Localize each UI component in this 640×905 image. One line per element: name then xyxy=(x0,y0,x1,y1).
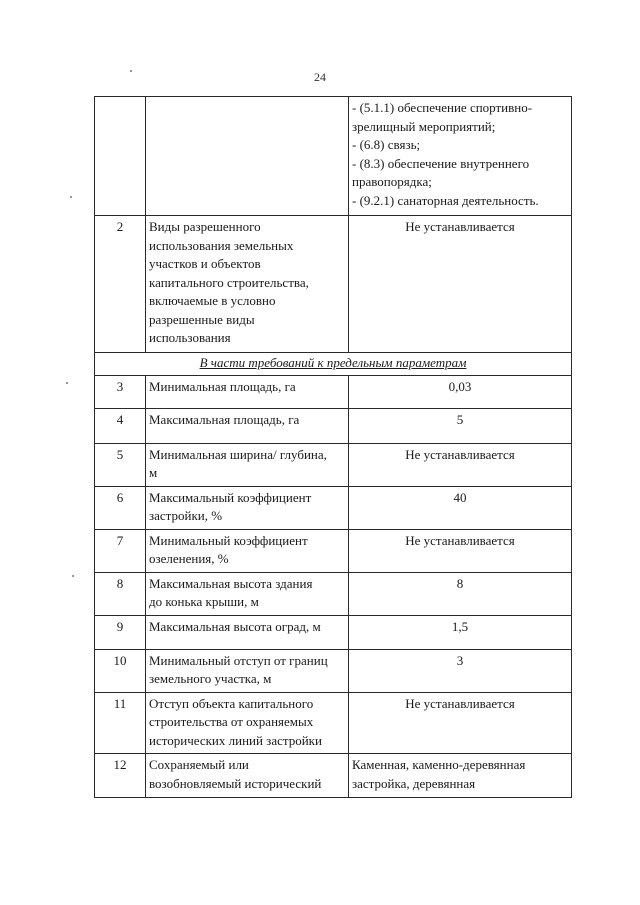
name-line: включаемые в условно xyxy=(149,293,276,308)
scan-speck xyxy=(66,382,68,384)
parameter-name xyxy=(146,692,349,754)
row-number: 7 xyxy=(95,529,146,572)
parameter-name xyxy=(146,216,349,353)
parameter-rows xyxy=(95,375,572,754)
name-line: Сохраняемый или xyxy=(149,757,249,772)
value-line: застройка, деревянная xyxy=(352,775,476,791)
name-line: разрешенные виды xyxy=(149,311,255,327)
table-row xyxy=(95,572,572,615)
use-item: - (5.1.1) обеспечение спортивно- xyxy=(352,100,533,115)
table-row xyxy=(95,443,572,486)
row-number: 6 xyxy=(95,486,146,529)
row-number: 3 xyxy=(95,375,146,408)
page-number: 24 xyxy=(314,70,326,84)
parameter-value: Не устанавливается xyxy=(349,216,572,353)
name-line: Отступ объекта капитального xyxy=(149,695,314,711)
name-line: Минимальный коэффициент xyxy=(149,532,308,548)
section-row xyxy=(95,353,572,376)
section-title: В части требований к предельным параметрам xyxy=(95,353,572,376)
parameter-name xyxy=(146,649,349,692)
row-number-cell xyxy=(95,97,146,216)
parameter-name xyxy=(146,572,349,615)
table-row xyxy=(95,486,572,529)
row-number: 9 xyxy=(95,615,146,649)
row-number: 11 xyxy=(95,692,146,754)
name-line: застройки, % xyxy=(149,508,223,523)
name-line: земельного участка, м xyxy=(149,671,272,686)
parameter-value: Не устанавливается xyxy=(349,692,572,754)
parameter-value: Не устанавливается xyxy=(349,443,572,486)
table-row xyxy=(95,649,572,692)
table-row xyxy=(95,97,572,216)
row-number: 4 xyxy=(95,408,146,443)
name-line: Минимальная ширина/ глубина, xyxy=(149,446,327,462)
parameter-name xyxy=(146,754,349,798)
regulations-table xyxy=(94,96,572,798)
parameter-name-cell xyxy=(146,97,349,216)
parameter-name xyxy=(146,408,349,443)
parameter-name xyxy=(146,375,349,408)
scan-speck xyxy=(130,70,132,72)
name-line: исторических линий застройки xyxy=(149,732,322,748)
name-line: участков и объектов xyxy=(149,256,261,271)
use-item: зрелищный мероприятий; xyxy=(352,118,496,134)
parameter-value: Не устанавливается xyxy=(349,529,572,572)
name-line: Максимальный коэффициент xyxy=(149,489,312,505)
row-number: 5 xyxy=(95,443,146,486)
name-line: строительства от охраняемых xyxy=(149,714,314,729)
name-line: Максимальная высота здания xyxy=(149,575,313,591)
table-row xyxy=(95,375,572,408)
name-line: озеленения, % xyxy=(149,551,229,566)
name-line: Минимальный отступ от границ xyxy=(149,652,328,668)
scan-speck xyxy=(72,575,74,577)
parameter-value: 0,03 xyxy=(349,375,572,408)
table-row xyxy=(95,529,572,572)
parameter-value: 5 xyxy=(349,408,572,443)
parameter-name xyxy=(146,486,349,529)
row-number: 2 xyxy=(95,216,146,353)
name-line: Минимальная площадь, га xyxy=(149,378,296,394)
name-line: Максимальная площадь, га xyxy=(149,411,300,427)
name-line: до конька крыши, м xyxy=(149,594,259,609)
use-item: - (9.2.1) санаторная деятельность. xyxy=(352,192,539,208)
table-row xyxy=(95,692,572,754)
name-line: м xyxy=(149,465,158,480)
name-line: возобновляемый исторический xyxy=(149,775,322,791)
name-line: использования xyxy=(149,330,231,345)
name-line: Виды разрешенного xyxy=(149,219,261,234)
name-line: использования земельных xyxy=(149,237,294,253)
parameter-name xyxy=(146,443,349,486)
table-row xyxy=(95,216,572,353)
value-cell xyxy=(349,97,572,216)
parameter-name xyxy=(146,529,349,572)
table-row xyxy=(95,754,572,798)
value-line: Каменная, каменно-деревянная xyxy=(352,757,526,772)
row-number: 8 xyxy=(95,572,146,615)
table-row xyxy=(95,408,572,443)
use-item: - (8.3) обеспечение внутреннего xyxy=(352,155,530,171)
parameter-value xyxy=(349,754,572,798)
use-item: правопорядка; xyxy=(352,174,432,189)
parameter-value: 1,5 xyxy=(349,615,572,649)
name-line: капитального строительства, xyxy=(149,274,309,290)
parameter-value: 3 xyxy=(349,649,572,692)
use-item: - (6.8) связь; xyxy=(352,137,421,152)
row-number: 12 xyxy=(95,754,146,798)
table-row xyxy=(95,615,572,649)
name-line: Максимальная высота оград, м xyxy=(149,618,321,634)
parameter-value: 40 xyxy=(349,486,572,529)
parameter-name xyxy=(146,615,349,649)
scan-speck xyxy=(70,196,72,198)
row-number: 10 xyxy=(95,649,146,692)
parameter-value: 8 xyxy=(349,572,572,615)
